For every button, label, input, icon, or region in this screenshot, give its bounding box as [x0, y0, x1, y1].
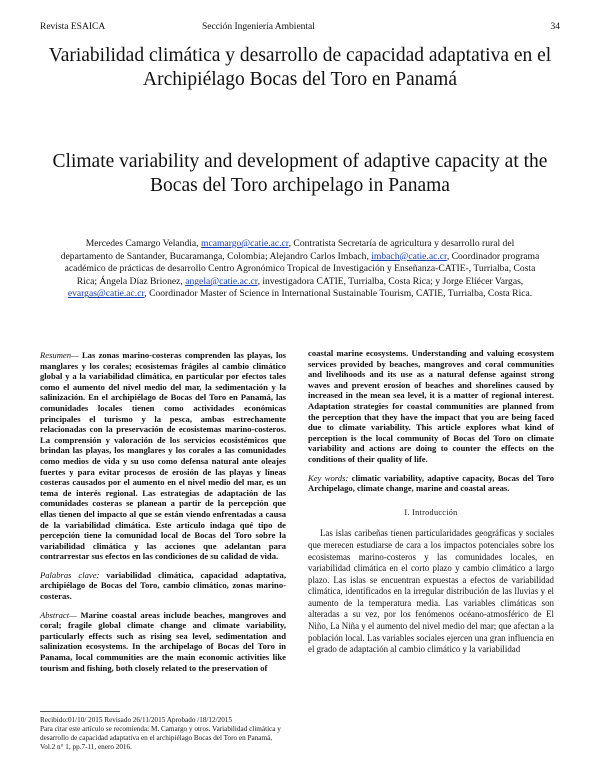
journal-name: Revista ESAICA: [40, 22, 106, 32]
keywords-paragraph: [308, 473, 554, 494]
section-name: Sección Ingeniería Ambiental: [202, 22, 315, 32]
section-heading-intro: I. Introducción: [404, 507, 458, 517]
abstract-label: Abstract—: [40, 609, 77, 620]
abstract-paragraph: [40, 610, 286, 674]
footnote-rule: [40, 711, 120, 712]
resumen-label: Resumen—: [40, 350, 79, 360]
resumen-paragraph: [40, 350, 286, 562]
author-1: Mercedes Camargo Velandia,: [85, 238, 201, 249]
author-block: [60, 238, 540, 301]
email-link-4[interactable]: evargas@catie.ac.cr: [67, 288, 145, 300]
affiliation-2: , Coordinador programa académico de prácticas de desarrollo Centro Agronómico Tropical de Investigación y Enseñanza-CATIE-, Turrialba, Costa Rica; Ángela Díaz Brionez,: [64, 250, 540, 287]
left-column: [40, 350, 286, 681]
affiliation-1: , Contratista Secretaría de agricultura y desarrollo rural del departamento de Santander, Bucaramanga, Colombia; Alejandro Carlos Imbach,: [60, 238, 515, 262]
email-link-3[interactable]: angela@catie.ac.cr: [185, 275, 258, 287]
title-english: Climate variability and development of adaptive capacity at the Bocas del Toro archipelago in Panama: [52, 151, 548, 196]
intro-paragraph: Las islas caribeñas tienen particularidades geográficas y sociales que merecen estudiarse de cara a los impactos potenciales sobre los ecosistemas marino-costeros y las comunidades locales, en variabilidad climática en el corto plazo y cambio climático a largo plazo. Las islas se encuentran expuestas a efectos de variabilidad climática, identificados en la irregular distribución de las lluvias y el aumento de la temperatura media. Las variables climáticas son alteradas a su vez, por los fenómenos océano-atmosférico de El Niño, La Niña y el aumento del nivel medio del mar; que afectan a la población local. Las variables sociales ejercen una gran influencia en el grado de adaptación al cambio climático y la variabilidad: [308, 528, 554, 655]
footnote-dates: Recibido:01/10/ 2015 Revisado 26/11/2015 Aprobado /18/12/2015: [40, 716, 232, 724]
page-number: 34: [550, 22, 560, 32]
palabras-clave-paragraph: [40, 570, 286, 602]
keywords-label: Key words:: [308, 472, 349, 483]
keywords-text: climatic variability, adaptive capacity, Bocas del Toro Archipelago, climate change, marine and coastal areas.: [308, 472, 554, 494]
email-link-2[interactable]: imbach@catie.ac.cr: [371, 250, 447, 262]
palabras-clave-label: Palabras clave:: [40, 569, 100, 580]
email-link-1[interactable]: mcamargo@catie.ac.cr: [200, 238, 289, 249]
palabras-clave-text: variabilidad climática, capacidad adaptativa, archipiélago de Bocas del Toro, cambio climático, zonas marino-costeras.: [40, 569, 286, 602]
title-spanish: Variabilidad climática y desarrollo de capacidad adaptativa en el Archipiélago Bocas del Toro en Panamá: [48, 45, 552, 90]
right-column: [308, 348, 554, 664]
footnote-citation: Para citar este artículo se recomienda: M. Camargo y otros. Variabilidad climática y desarrollo de capacidad adaptativa en el archipiélago Bocas del Toro en Panamá, Vol.2 n° 1, pp.7-11, enero 2016.: [40, 725, 281, 751]
abstract-text: Marine coastal areas include beaches, mangroves and coral; fragile global climate change and climate variability, particularly effects such as rising sea level, sedimentation and salinization ecosystems. In the archipelago of Bocas del Toro in Panama, local communities are the main economic activities like tourism and fishing, both closely related to the preservation of: [40, 609, 286, 673]
affiliation-4: , Coordinador Master of Science in International Sustainable Tourism, CATIE, Turrialba, Costa Rica.: [144, 288, 533, 300]
footnote: [40, 716, 286, 752]
abstract-continuation: coastal marine ecosystems. Understanding and valuing ecosystem services provided by beaches, mangroves and coral communities and livelihoods and its use as a natural defense against strong waves and prevent erosion of beaches and shorelines caused by increased in the mean sea level, it is a matter of regional interest. Adaptation strategies for coastal communities are planned from the perception that they have the impact that you are being faced due to climate variability. This article explores what kind of perception is the local community of Bocas del Toro on climate variability and actions are doing to counter the effects on the conditions of their quality of life.: [308, 348, 554, 464]
resumen-text: Las zonas marino-costeras comprenden las playas, los manglares y los corales; ecosistemas frágiles al cambio climático global y a la variabilidad climática, en particular por efectos tales como el aumento del nivel medio del mar, la sedimentación y la salinización. En el archipiélago de Bocas del Toro en Panamá, las comunidades locales tienen como actividades económicas principales el turismo y la pesca, ambas estrechamente relacionadas con la preservación de ecosistemas marino-costeros. La comprensión y valoración de los servicios ecosistémicos que brindan las playas, los manglares y los corales a las comunidades como medios de vida y su uso como defensa natural ante oleajes fuertes y para evitar procesos de erosión de las playas y líneas costeras causados por el aumento en el nivel medio del mar, es un tema de interés regional. Las estrategias de adaptación de las comunidades costeras se planean a partir de la percepción que ellas tienen del impacto al que se están viendo enfrentadas a causa de la variabilidad climática. Este artículo indaga qué tipo de percepción tiene la comunidad local de Bocas del Toro sobre la variabilidad climática y las acciones que adelantan para contrarrestar sus efectos en las condiciones de su calidad de vida.: [40, 350, 286, 562]
affiliation-3: , investigadora CATIE, Turrialba, Costa Rica; y Jorge Eliécer Vargas,: [257, 275, 524, 287]
